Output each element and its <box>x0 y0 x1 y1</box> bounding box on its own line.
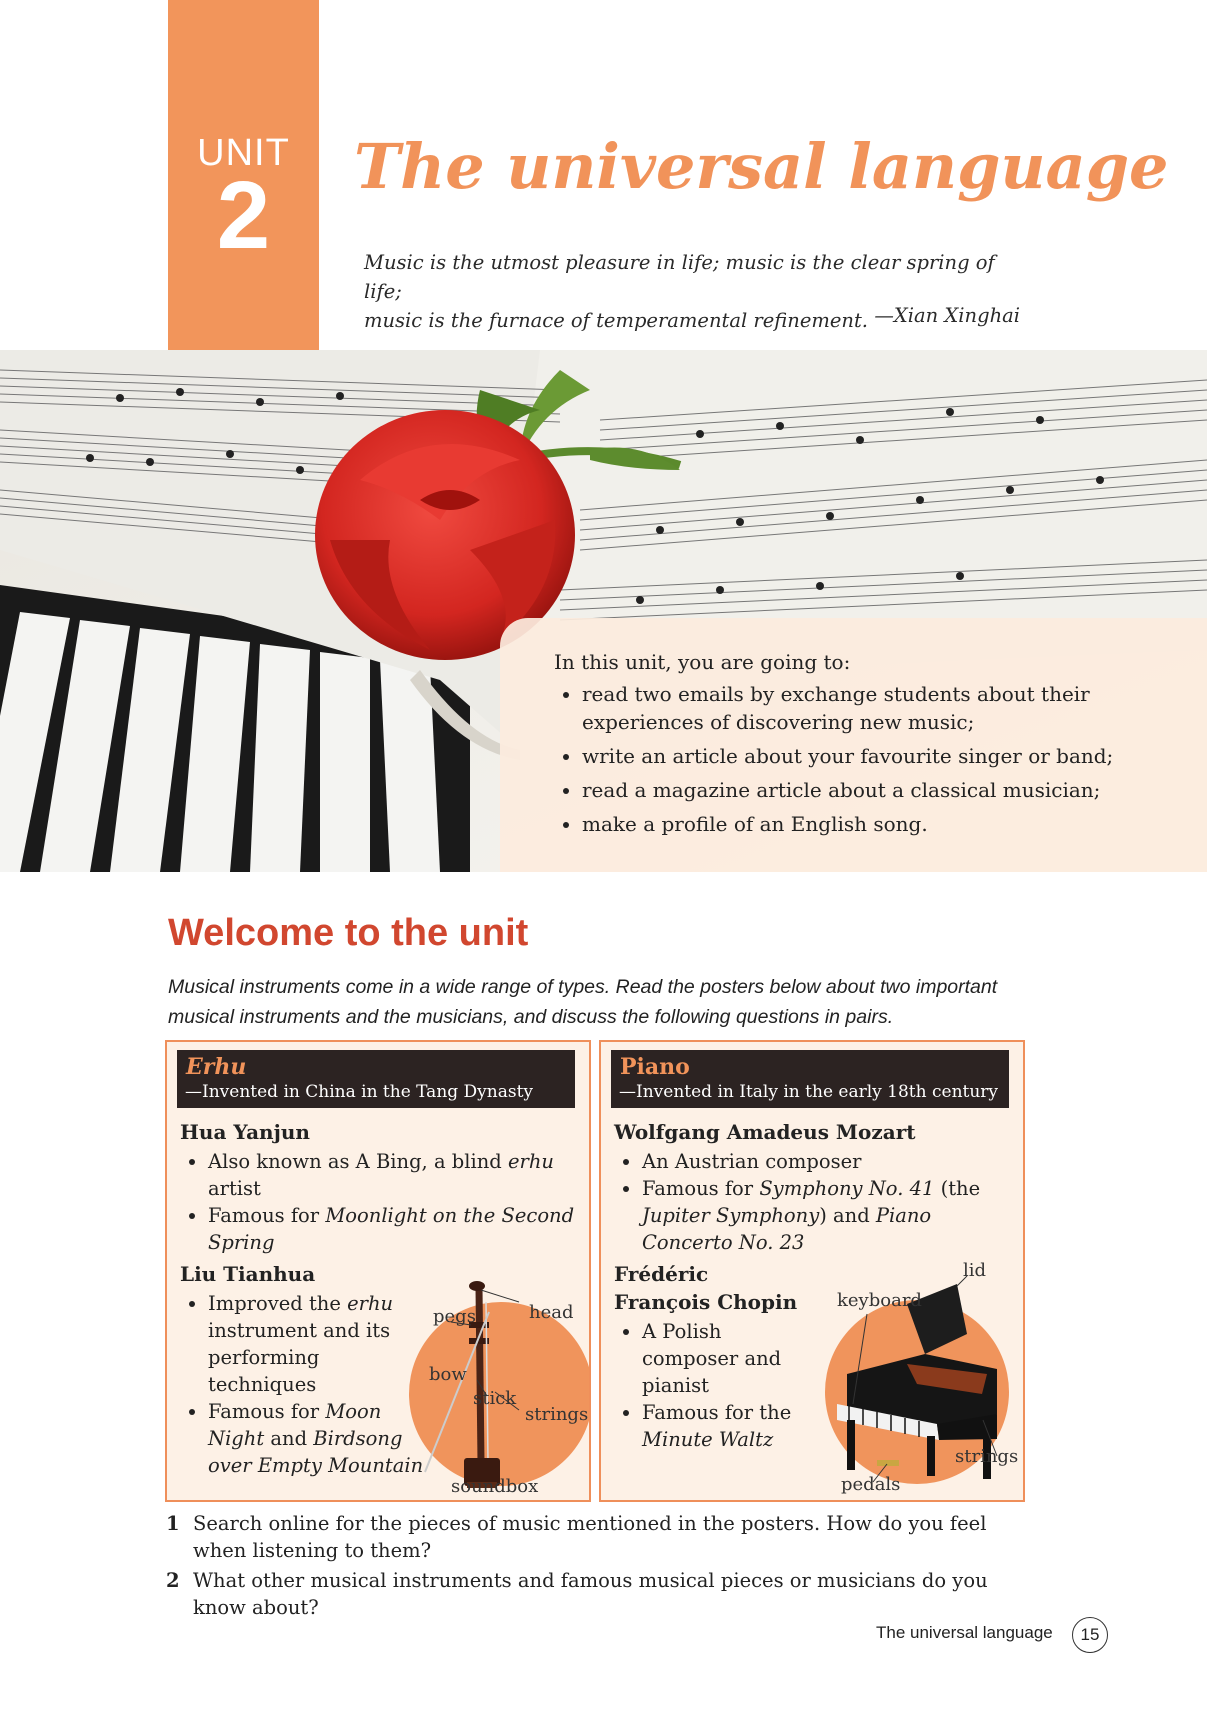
fact-emphasis: erhu <box>507 1150 554 1173</box>
musician-facts <box>614 1318 812 1453</box>
quote-line-2: music is the furnace of temperamental refinement. <box>364 309 869 332</box>
fact-emphasis: Symphony No. 41 <box>759 1177 935 1200</box>
erhu-name: Erhu <box>186 1054 247 1080</box>
label-strings: strings <box>955 1446 1019 1467</box>
fact-text: Famous for <box>208 1400 326 1423</box>
question-number: 2 <box>166 1569 180 1592</box>
fact-emphasis: Piano Concerto No. 23 <box>642 1204 932 1254</box>
fact-item <box>642 1399 812 1453</box>
goal-item: • make a profile of an English song. <box>582 810 1177 838</box>
fact-item <box>642 1175 1014 1256</box>
goals-list <box>554 680 1177 838</box>
unit-tab <box>168 0 319 350</box>
unit-title: The universal language <box>354 130 1169 203</box>
label-strings: strings <box>525 1404 589 1425</box>
musician-name: Hua Yanjun <box>180 1120 310 1144</box>
quote-line-1: Music is the utmost pleasure in life; music is the clear spring of life; <box>364 251 995 303</box>
goal-item: • write an article about your favourite singer or band; <box>582 742 1177 770</box>
question-text: What other musical instruments and famous musical pieces or musicians do you know about? <box>193 1569 988 1619</box>
fact-item: • A Polish composer and pianist <box>642 1318 812 1399</box>
question-number: 1 <box>166 1512 180 1535</box>
piano-poster-header <box>611 1050 1009 1108</box>
welcome-heading: Welcome to the unit <box>168 912 529 954</box>
unit-label: UNIT <box>197 132 290 174</box>
footer-title: The universal language <box>876 1623 1053 1642</box>
erhu-poster-header <box>177 1050 575 1108</box>
fact-text: artist <box>208 1177 261 1200</box>
fact-text: Also known as A Bing, a blind <box>208 1150 508 1173</box>
quote-author: —Xian Xinghai <box>874 304 1020 327</box>
fact-item: • An Austrian composer <box>642 1148 1014 1175</box>
piano-name: Piano <box>620 1054 690 1080</box>
page-number: 15 <box>1072 1617 1108 1653</box>
fact-emphasis: Moonlight on the Second Spring <box>208 1204 575 1254</box>
label-soundbox: soundbox <box>451 1476 539 1497</box>
fact-emphasis: erhu <box>347 1292 394 1315</box>
erhu-poster <box>165 1040 591 1502</box>
question-item <box>166 1567 1036 1621</box>
erhu-subtitle: —Invented in China in the Tang Dynasty <box>185 1082 534 1102</box>
musician-name: Liu Tianhua <box>180 1262 316 1286</box>
label-pedals: pedals <box>841 1474 901 1495</box>
question-text: Search online for the pieces of music mentioned in the posters. How do you feel when listening to them? <box>193 1512 987 1562</box>
label-bow: bow <box>429 1364 467 1385</box>
question-item <box>166 1510 1036 1564</box>
unit-number: 2 <box>216 162 271 269</box>
piano-subtitle: —Invented in Italy in the early 18th century <box>619 1082 999 1102</box>
fact-text: Famous for the <box>642 1401 792 1424</box>
goal-item: • read two emails by exchange students about their experiences of discovering new music; <box>582 680 1177 736</box>
welcome-intro: Musical instruments come in a wide range of types. Read the posters below about two important musical instruments and the musicians, and discuss the following questions in pairs. <box>168 976 998 1028</box>
label-keyboard: keyboard <box>837 1290 922 1311</box>
fact-text: ) and <box>819 1204 876 1227</box>
musician-name: Frédéric François Chopin <box>614 1262 798 1314</box>
goals-heading: In this unit, you are going to: <box>554 650 851 674</box>
musician-name: Wolfgang Amadeus Mozart <box>614 1120 916 1144</box>
label-pegs: pegs <box>433 1306 476 1327</box>
goal-item: • read a magazine article about a classical musician; <box>582 776 1177 804</box>
fact-text: and <box>264 1427 314 1450</box>
fact-text: instrument and its performing techniques <box>208 1319 391 1396</box>
label-lid: lid <box>963 1260 987 1281</box>
fact-emphasis: Minute Waltz <box>642 1428 774 1451</box>
musician-facts <box>180 1148 580 1256</box>
discussion-questions <box>166 1510 1036 1624</box>
label-head: head <box>529 1302 574 1323</box>
fact-text: (the <box>934 1177 981 1200</box>
fact-text: Famous for <box>208 1204 326 1227</box>
fact-emphasis: Moon Night <box>208 1400 382 1450</box>
piano-poster <box>599 1040 1025 1502</box>
fact-text: Famous for <box>642 1177 760 1200</box>
fact-emphasis: Jupiter Symphony <box>642 1204 820 1227</box>
unit-goals-box <box>500 618 1207 872</box>
fact-item <box>208 1202 580 1256</box>
fact-item <box>208 1148 580 1202</box>
musician-facts <box>614 1148 1014 1256</box>
label-stick: stick <box>473 1388 517 1409</box>
fact-emphasis: Birdsong over Empty Mountain <box>208 1427 424 1477</box>
fact-text: Improved the <box>208 1292 348 1315</box>
